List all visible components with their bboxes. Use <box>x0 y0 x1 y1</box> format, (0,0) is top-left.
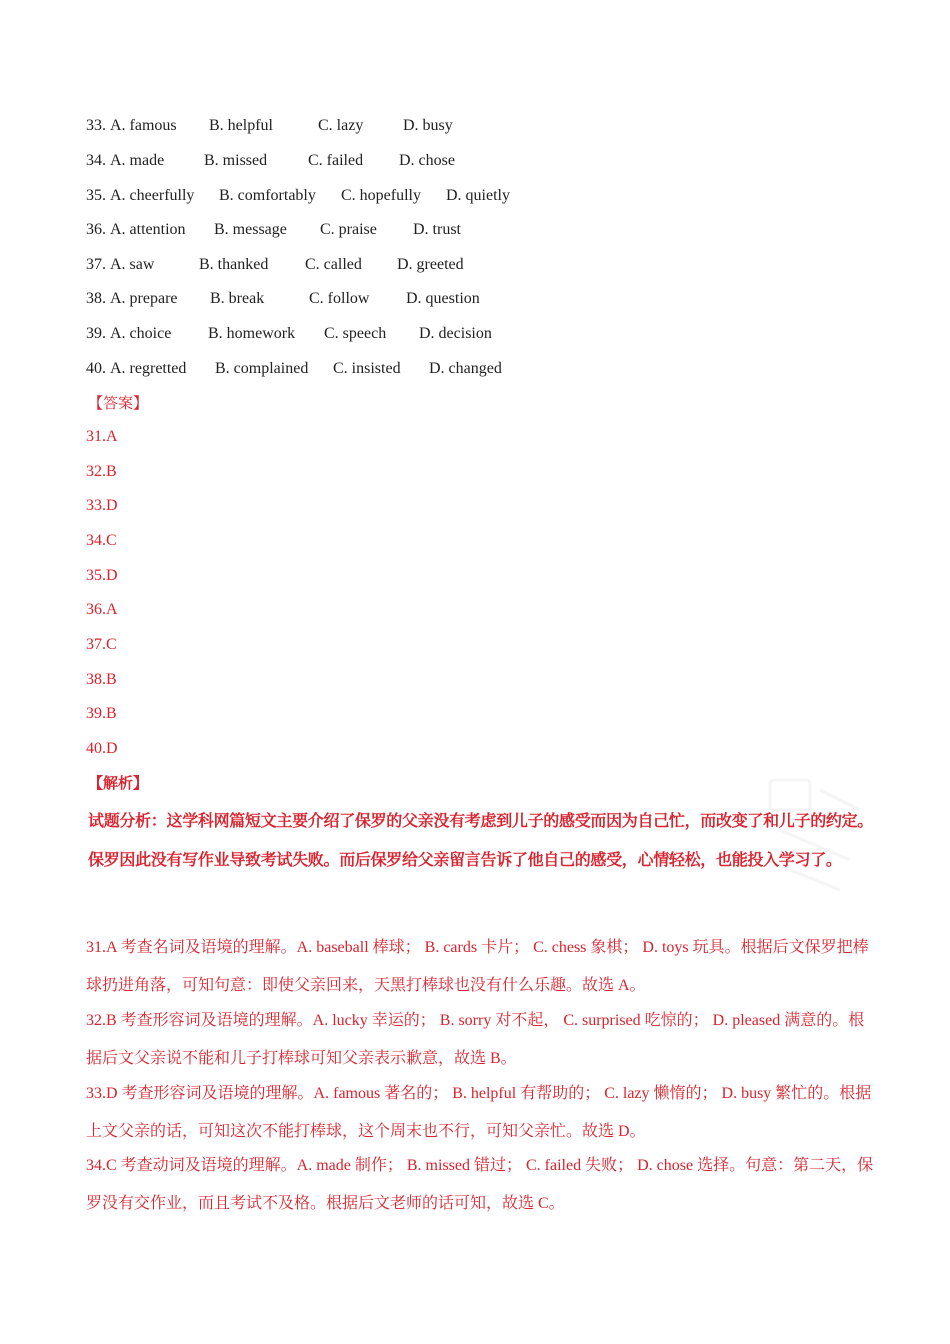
answer-item: 31.A <box>86 428 118 445</box>
option-c: C. failed <box>308 152 364 169</box>
answer-item: 32.B <box>86 463 117 480</box>
question-number: 39. <box>86 325 106 342</box>
option-a: A. made <box>110 152 165 169</box>
option-b: B. message <box>214 221 287 238</box>
answer-item: 35.D <box>86 567 118 584</box>
option-c: C. speech <box>324 325 387 342</box>
option-a: A. regretted <box>110 360 187 377</box>
option-d: D. question <box>406 290 480 307</box>
question-number: 40. <box>86 360 106 377</box>
explanation-33: 33.D 考查形容词及语境的理解。A. famous 著名的； B. helpful 有帮助的； C. lazy 懒惰的； D. busy 繁忙的。根据上文父亲的话，可知这次不能打棒球，这个周末也不行，可知父亲忙。故选 D。 <box>86 1085 872 1140</box>
question-number: 33. <box>86 117 106 134</box>
option-a: A. choice <box>110 325 172 342</box>
analysis-summary: 试题分析：这学科网篇短文主要介绍了保罗的父亲没有考虑到儿子的感受而因为自己忙，而改变了和儿子的约定。保罗因此没有写作业导致考试失败。而后保罗给父亲留言告诉了他自己的感受，心情轻松，也能投入学习了。 <box>88 811 874 869</box>
option-b: B. missed <box>204 152 268 169</box>
explanation-32: 32.B 考查形容词及语境的理解。A. lucky 幸运的； B. sorry 对不起， C. surprised 吃惊的； D. pleased 满意的。根据后文父亲说不能和儿子打棒球可知父亲表示歉意，故选 B。 <box>86 1012 865 1067</box>
answer-item: 38.B <box>86 671 117 688</box>
explanation-31: 31.A 考查名词及语境的理解。A. baseball 棒球； B. cards 卡片； C. chess 象棋； D. toys 玩具。根据后文保罗把棒球扔进角落，可知句意：即使父亲回来，天黑打棒球也没有什么乐趣。故选 A。 <box>86 939 869 994</box>
explanation-34: 34.C 考查动词及语境的理解。A. made 制作； B. missed 错过； C. failed 失败； D. chose 选择。句意：第二天，保罗没有交作业，而且考试不及格。根据后文老师的话可知，故选 C。 <box>86 1157 874 1212</box>
option-a: A. attention <box>110 221 186 238</box>
option-d: D. busy <box>403 117 453 134</box>
option-c: C. hopefully <box>341 187 421 204</box>
option-a: A. prepare <box>110 290 178 307</box>
option-d: D. changed <box>429 360 502 377</box>
watermark-icon <box>760 770 870 900</box>
option-c: C. insisted <box>333 360 401 377</box>
answer-item: 34.C <box>86 532 117 549</box>
option-d: D. greeted <box>397 256 464 273</box>
answer-item: 36.A <box>86 601 118 618</box>
option-b: B. helpful <box>209 117 273 134</box>
option-c: C. lazy <box>318 117 364 134</box>
question-number: 37. <box>86 256 106 273</box>
option-c: C. follow <box>309 290 370 307</box>
option-d: D. chose <box>399 152 455 169</box>
option-b: B. comfortably <box>219 187 316 204</box>
question-number: 38. <box>86 290 106 307</box>
option-a: A. cheerfully <box>110 187 195 204</box>
question-number: 35. <box>86 187 106 204</box>
question-number: 34. <box>86 152 106 169</box>
answer-item: 39.B <box>86 705 117 722</box>
option-a: A. famous <box>110 117 177 134</box>
option-a: A. saw <box>110 256 155 273</box>
option-b: B. thanked <box>199 256 269 273</box>
option-b: B. break <box>210 290 265 307</box>
option-c: C. called <box>305 256 362 273</box>
answer-heading: 【答案】 <box>88 394 149 412</box>
option-d: D. trust <box>413 221 461 238</box>
option-d: D. decision <box>419 325 492 342</box>
answer-item: 37.C <box>86 636 117 653</box>
answer-item: 33.D <box>86 497 118 514</box>
option-b: B. homework <box>208 325 296 342</box>
option-c: C. praise <box>320 221 377 238</box>
option-d: D. quietly <box>446 187 510 204</box>
option-b: B. complained <box>215 360 309 377</box>
answer-item: 40.D <box>86 740 118 757</box>
analysis-heading: 【解析】 <box>88 774 149 792</box>
question-number: 36. <box>86 221 106 238</box>
